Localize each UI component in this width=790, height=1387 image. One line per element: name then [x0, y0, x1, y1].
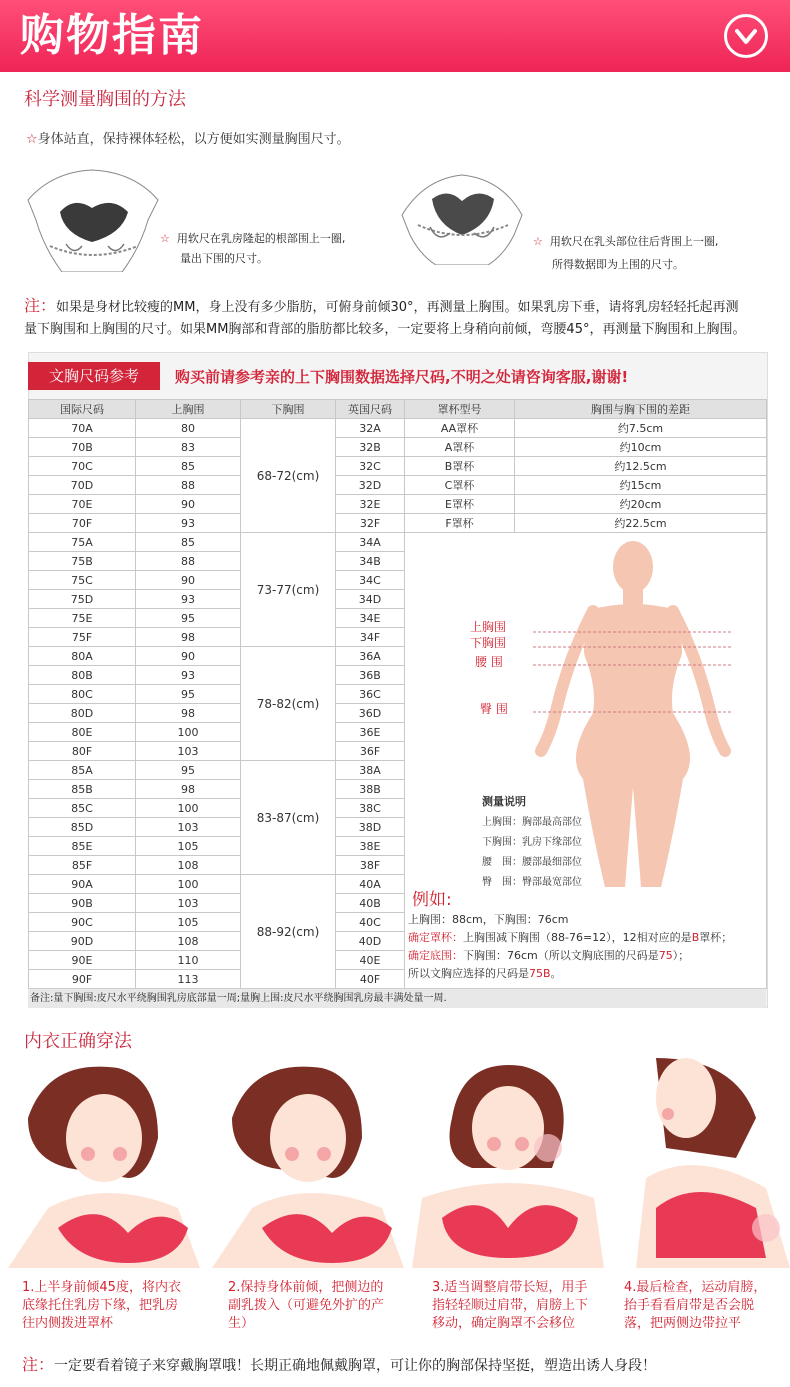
cell-cup: F罩杯 [405, 514, 515, 533]
cell-uk-size: 40E [336, 951, 405, 970]
cell-over-bust: 108 [136, 856, 241, 875]
cell-intl-size: 70A [29, 419, 136, 438]
cell-cup: E罩杯 [405, 495, 515, 514]
cell-over-bust: 100 [136, 875, 241, 894]
col-over-bust: 上胸围 [136, 400, 241, 419]
cell-uk-size: 36C [336, 685, 405, 704]
legend-item: 臀 围：臀部最宽部位 [482, 877, 582, 888]
step-4-illustration [616, 1058, 790, 1268]
legend-item: 下胸围：乳房下缘部位 [482, 837, 582, 848]
cell-over-bust: 90 [136, 571, 241, 590]
under-bust-instruction-2: 量出下围的尺寸。 [180, 252, 268, 265]
cell-difference: 约12.5cm [515, 457, 767, 476]
cell-intl-size: 85A [29, 761, 136, 780]
footer-note: 注：一定要看着镜子来穿戴胸罩哦！长期正确地佩戴胸罩，可让你的胸部保持坚挺，塑造出诱人身段！ [22, 1355, 657, 1374]
step-1-text: 1.上半身前倾45度，将内衣 底缘托住乳房下缘，把乳房 往内侧拨进罩杯 [22, 1280, 181, 1331]
cell-intl-size: 75D [29, 590, 136, 609]
cell-under-bust: 78-82(cm) [241, 647, 336, 761]
cell-uk-size: 32A [336, 419, 405, 438]
cell-intl-size: 90A [29, 875, 136, 894]
step-2-text: 2.保持身体前倾，把侧边的 副乳拨入（可避免外扩的产 生） [228, 1280, 385, 1331]
cell-intl-size: 90B [29, 894, 136, 913]
cell-intl-size: 90E [29, 951, 136, 970]
cell-over-bust: 90 [136, 495, 241, 514]
col-uk-size: 英国尺码 [336, 400, 405, 419]
cell-difference: 约20cm [515, 495, 767, 514]
cell-intl-size: 75C [29, 571, 136, 590]
legend-list [482, 813, 582, 893]
cell-intl-size: 80C [29, 685, 136, 704]
col-difference: 胸围与胸下围的差距 [515, 400, 767, 419]
page-title: 购物指南 [20, 10, 204, 61]
cell-uk-size: 34F [336, 628, 405, 647]
cell-over-bust: 105 [136, 913, 241, 932]
cell-difference: 约10cm [515, 438, 767, 457]
cell-intl-size: 70D [29, 476, 136, 495]
cell-over-bust: 98 [136, 628, 241, 647]
cell-intl-size: 90D [29, 932, 136, 951]
cell-over-bust: 80 [136, 419, 241, 438]
cell-uk-size: 32D [336, 476, 405, 495]
label-upper-bust: 上胸围 [470, 620, 507, 634]
cell-uk-size: 34C [336, 571, 405, 590]
cell-uk-size: 32B [336, 438, 405, 457]
cell-over-bust: 100 [136, 723, 241, 742]
cell-intl-size: 85B [29, 780, 136, 799]
cell-cup: AA罩杯 [405, 419, 515, 438]
measure-title: 科学测量胸围的方法 [24, 89, 186, 110]
cell-uk-size: 34B [336, 552, 405, 571]
table-row [29, 438, 767, 457]
example-title: 例如: [412, 890, 452, 910]
label-waist: 腰 围 [475, 655, 503, 669]
measure-intro: ☆身体站直，保持裸体轻松，以方便如实测量胸围尺寸。 [26, 132, 350, 147]
table-row [29, 476, 767, 495]
over-bust-instruction-2: 所得数据即为上围的尺寸。 [552, 258, 684, 271]
cell-uk-size: 40A [336, 875, 405, 894]
cell-intl-size: 80E [29, 723, 136, 742]
measure-note: 注：如果是身材比较瘦的MM，身上没有多少脂肪，可俯身前倾30°，再测量上胸围。如果乳房下垂，请将乳房轻轻托起再测 [24, 296, 739, 315]
cell-intl-size: 75A [29, 533, 136, 552]
cell-uk-size: 34D [336, 590, 405, 609]
cell-uk-size: 38F [336, 856, 405, 875]
cell-difference: 约7.5cm [515, 419, 767, 438]
cell-intl-size: 70C [29, 457, 136, 476]
cell-intl-size: 85C [29, 799, 136, 818]
cell-uk-size: 40C [336, 913, 405, 932]
label-under-bust: 下胸围 [470, 636, 507, 650]
label-hip: 臀 围 [480, 702, 508, 716]
step-3-illustration [412, 1058, 604, 1268]
table-row [29, 419, 767, 438]
cell-over-bust: 100 [136, 799, 241, 818]
cell-uk-size: 32C [336, 457, 405, 476]
cell-uk-size: 34A [336, 533, 405, 552]
cell-over-bust: 95 [136, 761, 241, 780]
cell-intl-size: 70B [29, 438, 136, 457]
cell-intl-size: 85D [29, 818, 136, 837]
size-chart-message: 购买前请参考亲的上下胸围数据选择尺码,不明之处请咨询客服,谢谢! [175, 368, 629, 386]
cell-intl-size: 80F [29, 742, 136, 761]
cell-over-bust: 93 [136, 514, 241, 533]
cell-uk-size: 34E [336, 609, 405, 628]
cell-uk-size: 40F [336, 970, 405, 989]
size-chart-tab: 文胸尺码参考 [28, 362, 160, 390]
cell-over-bust: 95 [136, 685, 241, 704]
cell-difference: 约15cm [515, 476, 767, 495]
cell-over-bust: 98 [136, 780, 241, 799]
under-bust-instruction: ☆ 用软尺在乳房隆起的根部围上一圈, [160, 232, 346, 245]
table-row [29, 457, 767, 476]
cell-over-bust: 110 [136, 951, 241, 970]
cell-uk-size: 32E [336, 495, 405, 514]
over-bust-instruction: ☆ 用软尺在乳头部位往后背围上一圈, [533, 235, 719, 248]
cell-under-bust: 83-87(cm) [241, 761, 336, 875]
cell-over-bust: 98 [136, 704, 241, 723]
cell-uk-size: 36D [336, 704, 405, 723]
cell-intl-size: 70F [29, 514, 136, 533]
step-2-illustration [212, 1058, 404, 1268]
cell-over-bust: 88 [136, 552, 241, 571]
cell-intl-size: 80B [29, 666, 136, 685]
legend-title: 测量说明 [482, 795, 526, 808]
cell-over-bust: 103 [136, 742, 241, 761]
table-header-row [29, 400, 767, 419]
cell-over-bust: 83 [136, 438, 241, 457]
cell-uk-size: 36E [336, 723, 405, 742]
cell-over-bust: 108 [136, 932, 241, 951]
cell-cup: C罩杯 [405, 476, 515, 495]
cell-uk-size: 38C [336, 799, 405, 818]
cell-cup: B罩杯 [405, 457, 515, 476]
cell-over-bust: 103 [136, 894, 241, 913]
body-figure-panel [405, 533, 763, 993]
col-cup: 罩杯型号 [405, 400, 515, 419]
cell-uk-size: 38E [336, 837, 405, 856]
cell-over-bust: 103 [136, 818, 241, 837]
cell-uk-size: 36B [336, 666, 405, 685]
star-icon: ☆ [26, 132, 38, 147]
cell-intl-size: 75E [29, 609, 136, 628]
cell-intl-size: 90C [29, 913, 136, 932]
cell-over-bust: 88 [136, 476, 241, 495]
col-intl-size: 国际尺码 [29, 400, 136, 419]
cell-intl-size: 85E [29, 837, 136, 856]
cell-under-bust: 68-72(cm) [241, 419, 336, 533]
legend-item: 上胸围：胸部最高部位 [482, 817, 582, 828]
cell-uk-size: 36A [336, 647, 405, 666]
cell-over-bust: 85 [136, 457, 241, 476]
cell-intl-size: 75F [29, 628, 136, 647]
col-under-bust: 下胸围 [241, 400, 336, 419]
step-1-illustration [8, 1058, 200, 1268]
cell-intl-size: 75B [29, 552, 136, 571]
cell-intl-size: 80D [29, 704, 136, 723]
wear-title: 内衣正确穿法 [24, 1031, 132, 1052]
cell-under-bust: 88-92(cm) [241, 875, 336, 989]
cell-uk-size: 36F [336, 742, 405, 761]
measure-note-2: 量下胸围和上胸围的尺寸。如果MM胸部和背部的脂肪都比较多，一定要将上身稍向前倾，弯腰45°，再测量下胸围和上胸围。 [24, 322, 746, 337]
cell-uk-size: 40D [336, 932, 405, 951]
cell-over-bust: 93 [136, 666, 241, 685]
over-bust-illustration [398, 165, 526, 265]
cell-over-bust: 93 [136, 590, 241, 609]
step-3-text: 3.适当调整肩带长短，用手 指轻轻顺过肩带，肩膀上下 移动，确定胸罩不会移位 [432, 1280, 589, 1331]
cell-over-bust: 105 [136, 837, 241, 856]
cell-cup: A罩杯 [405, 438, 515, 457]
cell-over-bust: 95 [136, 609, 241, 628]
cell-over-bust: 113 [136, 970, 241, 989]
step-4-text: 4.最后检查，运动肩膀， 抬手看看肩带是否会脱 落，把两侧边带拉平 [624, 1280, 767, 1331]
cell-uk-size: 32F [336, 514, 405, 533]
under-bust-illustration [22, 160, 164, 272]
chevron-down-icon[interactable] [724, 14, 768, 58]
table-row [29, 495, 767, 514]
cell-uk-size: 38B [336, 780, 405, 799]
table-row [29, 514, 767, 533]
cell-uk-size: 40B [336, 894, 405, 913]
cell-under-bust: 73-77(cm) [241, 533, 336, 647]
cell-intl-size: 70E [29, 495, 136, 514]
cell-uk-size: 38D [336, 818, 405, 837]
legend-item: 腰 围：腰部最细部位 [482, 857, 582, 868]
cell-difference: 约22.5cm [515, 514, 767, 533]
cell-intl-size: 85F [29, 856, 136, 875]
example-text: 上胸围：88cm，下胸围：76cm 确定罩杯：上胸围减下胸围（88-76=12），12相对应的是B罩杯； 确定底围：下胸围：76cm（所以文胸底围的尺码是75）； 所以文胸应选择的尺码是75B。 [408, 913, 733, 980]
cell-intl-size: 90F [29, 970, 136, 989]
size-table-note: 备注:量下胸围:皮尺水平绕胸围乳房底部量一周;量胸上围:皮尺水平绕胸围乳房最丰满处量一周. [28, 988, 766, 1008]
cell-uk-size: 38A [336, 761, 405, 780]
cell-intl-size: 80A [29, 647, 136, 666]
cell-over-bust: 90 [136, 647, 241, 666]
cell-over-bust: 85 [136, 533, 241, 552]
